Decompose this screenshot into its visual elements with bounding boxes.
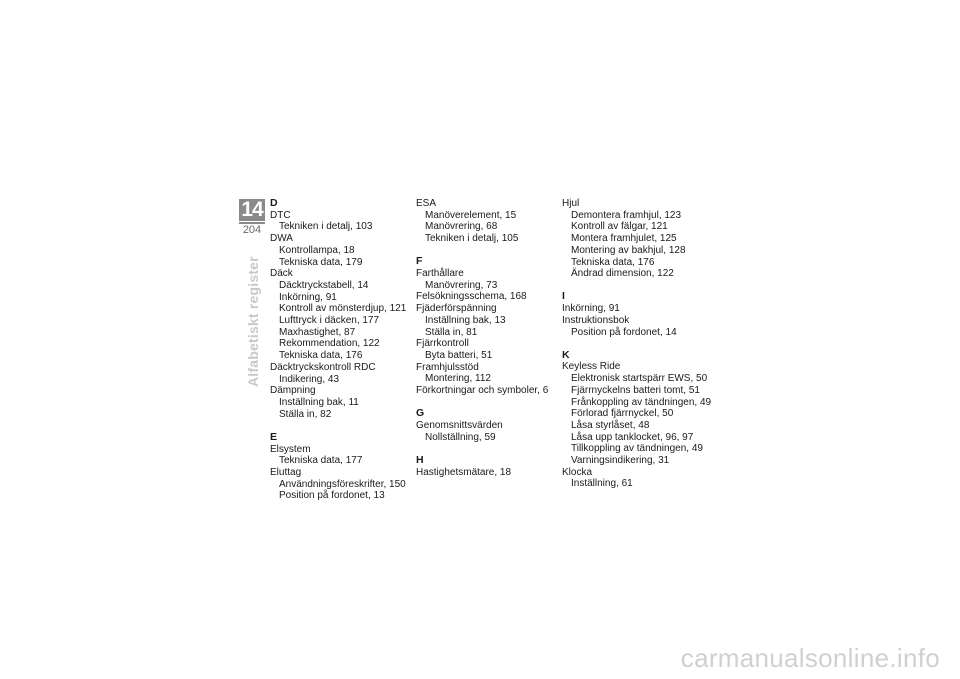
index-letter-heading: E [270, 430, 278, 443]
index-term: ESA [416, 198, 437, 209]
index-term: Instruktionsbok [562, 314, 630, 326]
index-subentry: Ändrad dimension, 122 [571, 268, 674, 280]
watermark: carmanualsonline.info [680, 643, 940, 673]
index-term: Hjul [562, 198, 580, 209]
index-term: Fjärrkontroll [416, 338, 469, 350]
index-letter-heading: F [416, 255, 423, 268]
index-subentry: Tillkoppling av tändningen, 49 [571, 443, 703, 455]
index-letter-heading: G [416, 407, 425, 420]
index-column-1 [270, 198, 418, 502]
index-subentry: Tekniken i detalj, 105 [425, 233, 519, 245]
index-subentry: Inkörning, 91 [279, 291, 337, 303]
index-term: Farthållare [416, 268, 464, 280]
index-subentry: Tekniska data, 176 [279, 350, 363, 362]
index-term: Framhjulsstöd [416, 361, 479, 373]
index-subentry: Tekniken i detalj, 103 [279, 221, 373, 233]
index-subentry: Elektronisk startspärr EWS, 50 [571, 373, 708, 385]
index-term: Dämpning [270, 385, 316, 397]
index-subentry: Kontroll av fälgar, 121 [571, 221, 668, 233]
index-term: Klocka [562, 466, 593, 478]
index-term: Inkörning, 91 [562, 303, 620, 315]
index-term: DWA [270, 233, 293, 245]
index-subentry: Lufttryck i däcken, 177 [279, 315, 380, 327]
index-subentry: Rekommendation, 122 [279, 338, 380, 350]
index-subentry: Position på fordonet, 14 [571, 326, 677, 338]
index-subentry: Position på fordonet, 13 [279, 490, 385, 502]
index-term: DTC [270, 209, 291, 221]
index-subentry: Ställa in, 81 [425, 326, 478, 338]
index-subentry: Låsa upp tanklocket, 96, 97 [571, 431, 694, 443]
index-subentry: Frånkoppling av tändningen, 49 [571, 396, 712, 408]
index-column-2 [416, 198, 564, 478]
index-subentry: Byta batteri, 51 [425, 349, 493, 361]
index-subentry: Däcktryckstabell, 14 [279, 279, 369, 291]
index-subentry: Montering av bakhjul, 128 [571, 244, 686, 256]
index-term: Däcktryckskontroll RDC [270, 361, 376, 373]
index-subentry: Inställning, 61 [571, 478, 633, 490]
index-subentry: Tekniska data, 177 [279, 455, 363, 467]
index-subentry: Montera framhjulet, 125 [571, 233, 677, 245]
index-subentry: Låsa styrlåset, 48 [571, 419, 650, 431]
index-subentry: Varningsindikering, 31 [571, 455, 670, 467]
index-subentry: Demontera framhjul, 123 [571, 209, 682, 221]
index-subentry: Manövrering, 68 [425, 221, 498, 233]
chapter-badge [239, 199, 265, 239]
index-column-3 [562, 198, 710, 490]
index-subentry: Inställning bak, 11 [279, 396, 359, 408]
index-letter-heading: I [562, 290, 565, 303]
chapter-number: 14 [239, 199, 265, 221]
chapter-title: Alfabetiskt register [245, 256, 261, 387]
index-subentry: Manövrering, 73 [425, 279, 498, 291]
index-subentry: Montering, 112 [425, 373, 491, 385]
index-term: Keyless Ride [562, 361, 621, 373]
index-term: Hastighetsmätare, 18 [416, 466, 512, 478]
index-term: Fjäderförspänning [416, 303, 497, 315]
index-subentry: Maxhastighet, 87 [279, 326, 356, 338]
index-subentry: Kontroll av mönsterdjup, 121 [279, 303, 407, 315]
index-term: Däck [270, 268, 293, 280]
index-subentry: Manöverelement, 15 [425, 209, 517, 221]
index-term: Förkortningar och symboler, 6 [416, 385, 549, 397]
index-subentry: Indikering, 43 [279, 373, 340, 385]
index-letter-heading: H [416, 453, 424, 466]
index-letter-heading: D [270, 197, 278, 209]
index-subentry: Nollställning, 59 [425, 431, 496, 443]
index-subentry: Tekniska data, 179 [279, 256, 363, 268]
index-subentry: Kontrollampa, 18 [279, 244, 355, 256]
index-subentry: Fjärrnyckelns batteri tomt, 51 [571, 384, 700, 396]
index-subentry: Inställning bak, 13 [425, 314, 506, 326]
index-term: Felsökningsschema, 168 [416, 291, 527, 303]
index-term: Eluttag [270, 466, 302, 478]
index-subentry: Tekniska data, 176 [571, 256, 655, 268]
index-subentry: Användningsföreskrifter, 150 [279, 478, 406, 490]
index-term: Genomsnittsvärden [416, 419, 503, 431]
page-number: 204 [242, 224, 262, 236]
index-term: Elsystem [270, 443, 311, 455]
index-subentry: Ställa in, 82 [279, 408, 332, 420]
index-letter-heading: K [562, 348, 570, 361]
index-subentry: Förlorad fjärrnyckel, 50 [571, 408, 674, 420]
